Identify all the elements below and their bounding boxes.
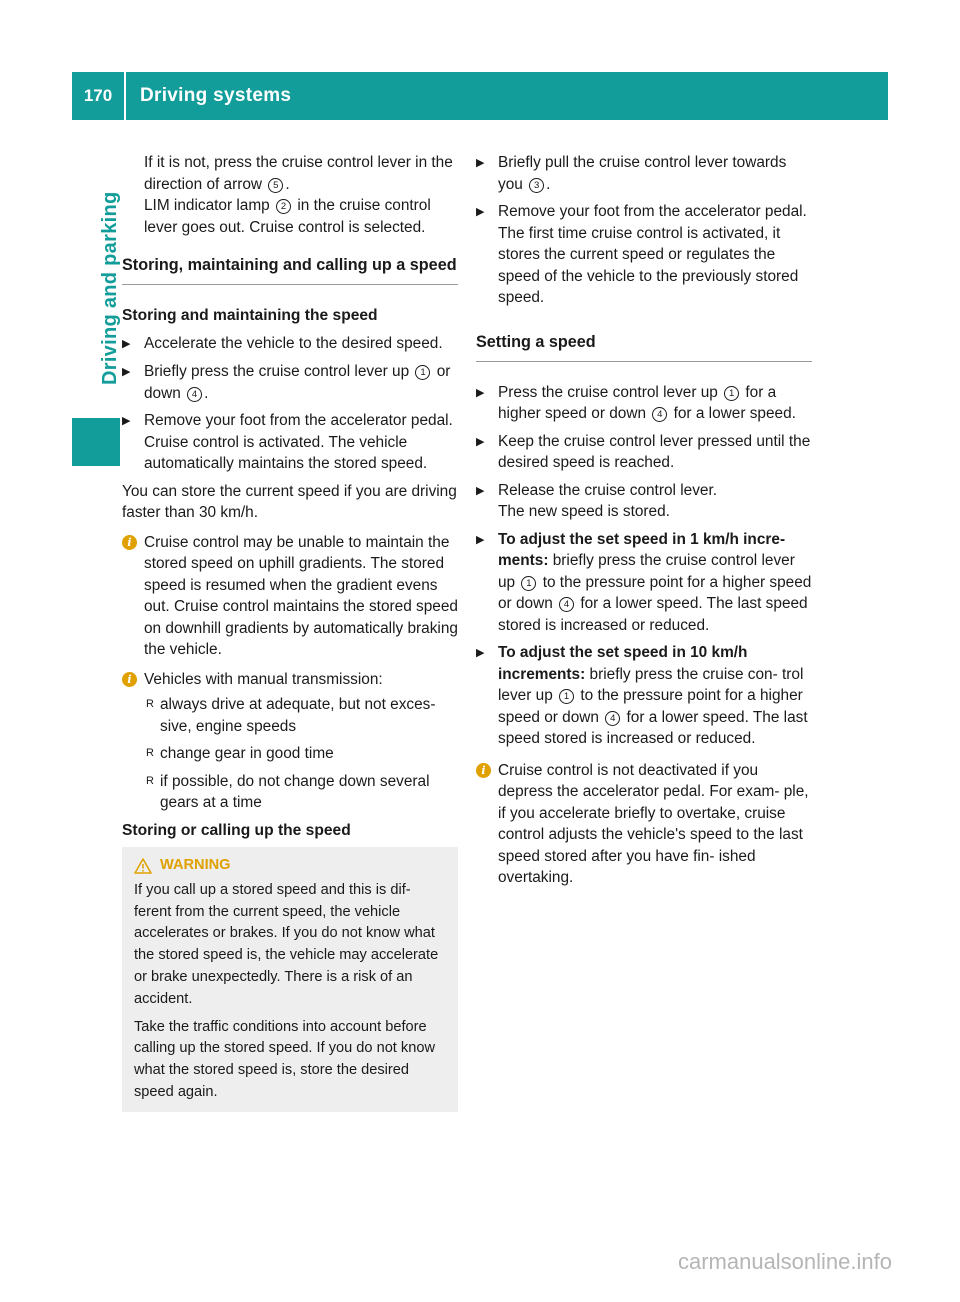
play-triangle-icon: ▶ [122,415,131,427]
intro-text: in the cruise control lever goes out. Cruise control is selected. [144,197,431,236]
step-text-part: . [546,175,551,193]
info-note [476,760,812,889]
play-triangle-icon: ▶ [122,337,131,350]
step-text [490,201,812,309]
warning-header [134,855,450,877]
list-item-text: always drive at adequate, but not exces- sive, engine speeds [160,696,436,735]
step-text-part: Remove your foot from the accelerator pedal. [498,203,807,220]
play-triangle-icon: ▶ [476,206,485,218]
circled-number-icon: 3 [529,178,544,193]
info-text: Cruise control is not deactivated if you depress the accelerator pedal. For exam- ple, if you accelerate briefly to overtake, cruise control adjusts the vehicle's speed to the last speed stored after you have fin- ished overtaking. [498,761,809,886]
registered-r-icon: R [146,774,154,787]
step-text [136,361,458,404]
circled-number-icon: 4 [187,387,202,402]
right-column [476,152,812,897]
warning-text: If you call up a stored speed and this is dif- ferent from the current speed, the vehicle accelerates or brakes. If you do not know what the stored speed is, the vehicle may accelerate or brake unexpectedly. There is a risk of an accident. [134,881,439,1007]
warning-label: WARNING [160,857,231,873]
list-item-text: if possible, do not change down several gears at a time [160,772,430,811]
step-text [490,382,812,425]
page-header [72,72,888,120]
instruction-step [476,480,812,523]
step-text-part: briefly press the cruise con- trol lever up [498,665,804,704]
left-column [122,152,458,1112]
step-text-part: for a lower speed. [673,405,796,422]
step-text-part: Release the cruise control lever. [498,481,718,499]
step-text [490,642,812,750]
intro-text: If it is not, press the cruise control lever in the direction of arrow [144,154,453,193]
list-item [144,771,458,814]
step-text-part: for a lower speed. The last speed stored is increased or reduced. [498,708,808,747]
step-text [136,410,458,475]
subheading: Storing or calling up the speed [122,821,351,839]
play-triangle-icon: ▶ [476,533,485,546]
warning-triangle-icon [134,858,152,874]
circled-number-icon: 4 [652,407,667,422]
play-triangle-icon: ▶ [476,386,485,399]
info-text: Vehicles with manual transmission: [144,670,383,688]
warning-box [122,847,458,1112]
circled-number-icon: 4 [605,711,620,726]
step-text: Keep the cruise control lever pressed until the desired speed is reached. [498,432,811,471]
instruction-step [476,382,812,425]
step-text-part: for a lower speed. The last speed stored is increased or reduced. [498,595,808,634]
watermark: carmanualsonline.info [677,1248,892,1274]
instruction-step [476,152,812,195]
registered-r-icon: R [146,698,154,710]
instruction-step [476,642,812,750]
side-tab-label: Driving and parking [99,191,121,385]
circled-number-icon: 5 [268,178,283,193]
play-triangle-icon: ▶ [476,647,485,659]
info-circle-icon: i [122,535,137,550]
step-result: The first time cruise control is activated, it stores the current speed or regulates the speed of the vehicle to the previously stored speed. [498,224,799,306]
step-text-part: or down [144,363,451,402]
step-text-part: to the pressure point for a higher speed or down [498,573,812,612]
warning-text: Take the traffic conditions into account before calling up the stored speed. If you do not know what the stored speed is, store the desired speed again. [134,1018,435,1100]
info-text: Cruise control may be unable to maintain the stored speed on uphill gradients. The stored speed is resumed when the gradient evens out. Cruise control maintains the stored speed on downhill gradients by automatically braking the vehicle. [144,533,458,658]
section-heading: Setting a speed [476,331,812,362]
instruction-step [122,410,458,475]
circled-number-icon: 1 [559,689,574,704]
circled-number-icon: 4 [559,597,574,612]
play-triangle-icon: ▶ [122,366,131,378]
instruction-step [476,431,812,474]
info-note [122,669,458,691]
intro-text: . [285,175,290,193]
list-item [144,743,458,765]
instruction-step [122,361,458,404]
intro-text: LIM indicator lamp [144,197,270,214]
step-text [490,529,812,637]
step-text-part: Remove your foot from the accelerator pedal. [144,412,453,429]
instruction-step [476,529,812,637]
info-note [122,532,458,661]
side-tab-marker [72,418,120,466]
registered-r-icon: R [146,747,154,759]
info-circle-icon: i [476,763,491,778]
play-triangle-icon: ▶ [476,484,485,497]
section-heading: Storing, maintaining and calling up a speed [122,254,458,285]
bullet-list [122,694,458,814]
body-text: You can store the current speed if you are driving faster than 30 km/h. [122,482,457,521]
step-text [490,152,812,195]
list-item-text: change gear in good time [160,745,334,762]
step-lead: To adjust the set speed in 10 km/h increments: [498,644,748,683]
intro-paragraph [122,152,458,238]
instruction-step [476,201,812,309]
step-text-part: Press the cruise control lever up [498,383,718,401]
step-result: Cruise control is activated. The vehicle automatically maintains the stored speed. [144,433,428,472]
step-text-part: briefly press the cruise control lever up [498,552,795,591]
page-number: 170 [83,86,113,106]
step-text [490,480,812,523]
step-lead: To adjust the set speed in 1 km/h incre- ments: [498,530,786,569]
step-text-part: to the pressure point for a higher speed or down [498,687,803,726]
step-text: Accelerate the vehicle to the desired speed. [144,334,443,352]
subheading: Storing and maintaining the speed [122,307,378,324]
step-text-part: for a higher speed or down [498,383,777,422]
circled-number-icon: 2 [276,199,291,214]
play-triangle-icon: ▶ [476,435,485,448]
circled-number-icon: 1 [521,576,536,591]
step-text-part: Briefly pull the cruise control lever towards you [498,154,787,193]
step-result: The new speed is stored. [498,503,670,520]
circled-number-icon: 1 [724,386,739,401]
circled-number-icon: 1 [415,365,430,380]
play-triangle-icon: ▶ [476,157,485,169]
step-text-part: . [204,384,209,402]
step-text-part: Briefly press the cruise control lever up [144,363,410,380]
section-title: Driving systems [140,85,292,107]
info-circle-icon: i [122,672,137,687]
instruction-step [122,333,458,356]
list-item [144,694,458,737]
